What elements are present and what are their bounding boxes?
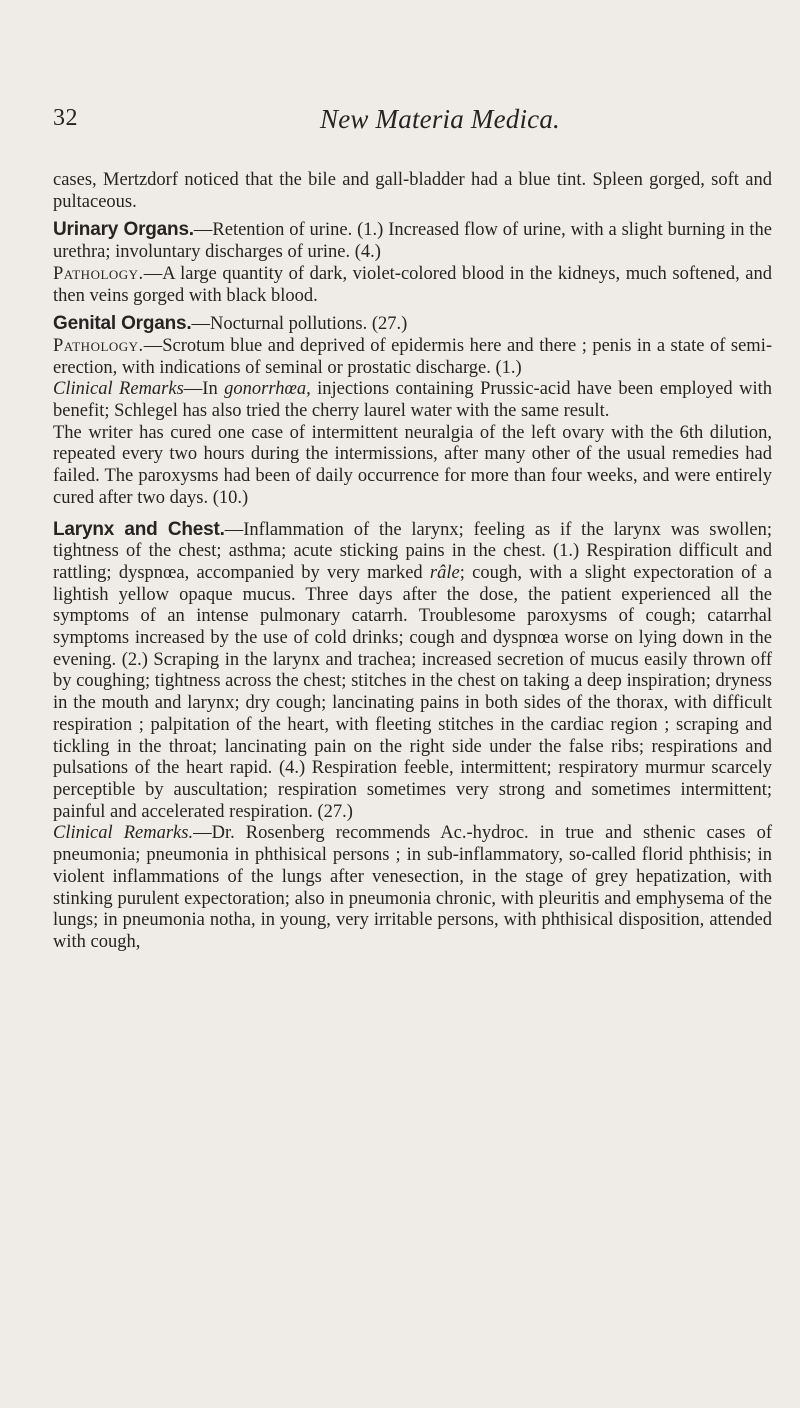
urinary-pathology-label: Pathology. (53, 263, 144, 284)
urinary-heading: Urinary Organs. (53, 219, 194, 241)
genital-writer-text: The writer has cured one case of intermittent neuralgia of the left ovary with the 6th dilution, repeated every two hours during the intermissions, after many other of the usual remedies had failed. The paroxysms had been of daily occurrence for more than four weeks, and were entirely cured after two days. (10.) (53, 422, 772, 508)
genital-clinical-term: gonorrhœa, (224, 379, 311, 400)
larynx-text-1: —Inflammation of the larynx; feeling as if the larynx was swollen; tightness of the chest; asthma; acute sticking pains in the chest. (1.) Respiration difficult and rattling; dyspnœa, accompanied by very marked (53, 519, 772, 583)
running-title: New Materia Medica. (320, 104, 560, 134)
urinary-pathology-text: —A large quantity of dark, violet-colored blood in the kidneys, much softened, and then veins gorged with black blood. (53, 263, 772, 306)
genital-writer-paragraph (53, 423, 772, 510)
page-number: 32 (53, 105, 78, 131)
larynx-clinical-text: —Dr. Rosenberg recommends Ac.-hydroc. in true and sthenic cases of pneumonia; pneumonia in phthisical persons ; in sub-inflammatory, so-called florid phthisis; in violent inflammations of the lungs after venesection, in the stage of grey hepatization, with stinking purulent expectoration; also in pneumonia chronic, with pleuritis and emphysema of the lungs; in pneumonia notha, in young, very irritable persons, with phthisical disposition, attended with cough, (53, 823, 772, 952)
genital-pathology-label: Pathology. (53, 335, 144, 356)
larynx-paragraph (53, 519, 772, 824)
larynx-rale-term: râle (429, 562, 460, 583)
page-body (53, 170, 772, 954)
larynx-clinical-paragraph (53, 823, 772, 953)
urinary-paragraph (53, 219, 772, 263)
genital-clinical-post: injections containing Prussic-acid have been employed with benefit; Schlegel has also tried the cherry laurel water with the same result. (53, 379, 772, 422)
genital-clinical-paragraph (53, 379, 772, 422)
genital-clinical-label: Clinical Remarks (53, 379, 184, 400)
larynx-clinical-label: Clinical Remarks. (53, 823, 194, 844)
larynx-text-2: ; cough, with a slight expectoration of a lightish yellow opaque mucus. Three days after the dose, the patient experienced all the symptoms of an intense pulmonary catarrh. Troublesome paroxysms of cough; catarrhal symptoms increased by the use of cold drinks; cough and dyspnœa worse on lying down in the evening. (2.) Scraping in the larynx and trachea; increased secretion of mucus easily thrown off by coughing; tightness across the chest; stitches in the chest on taking a deep inspiration; dryness in the mouth and larynx; dry cough; lancinating pains in both sides of the thorax, with difficult respiration ; palpitation of the heart, with fleeting stitches in the cardiac region ; scraping and tickling in the throat; lancinating pain on the right side under the false ribs; respirations and pulsations of the heart rapid. (4.) Respiration feeble, intermittent; respiratory murmur scarcely perceptible by auscultation; respiration sometimes very strong and sometimes intermittent; painful and accelerated respiration. (27.) (53, 562, 772, 822)
genital-text: —Nocturnal pollutions. (27.) (191, 314, 408, 335)
genital-clinical-pre: —In (183, 379, 225, 400)
genital-paragraph (53, 313, 772, 336)
intro-paragraph (53, 170, 772, 213)
genital-heading: Genital Organs. (53, 313, 192, 335)
urinary-pathology-paragraph (53, 264, 772, 307)
genital-pathology-paragraph (53, 336, 772, 379)
intro-text: cases, Mertzdorf noticed that the bile and gall-bladder had a blue tint. Spleen gorged, soft and pultaceous. (53, 170, 772, 212)
urinary-text: —Retention of urine. (1.) Increased flow of urine, with a slight burning in the urethra; involuntary discharges of urine. (4.) (53, 220, 772, 263)
genital-pathology-text: —Scrotum blue and deprived of epidermis here and there ; penis in a state of semi-erection, with indications of seminal or prostatic discharge. (1.) (53, 335, 772, 378)
larynx-heading: Larynx and Chest. (53, 518, 225, 540)
